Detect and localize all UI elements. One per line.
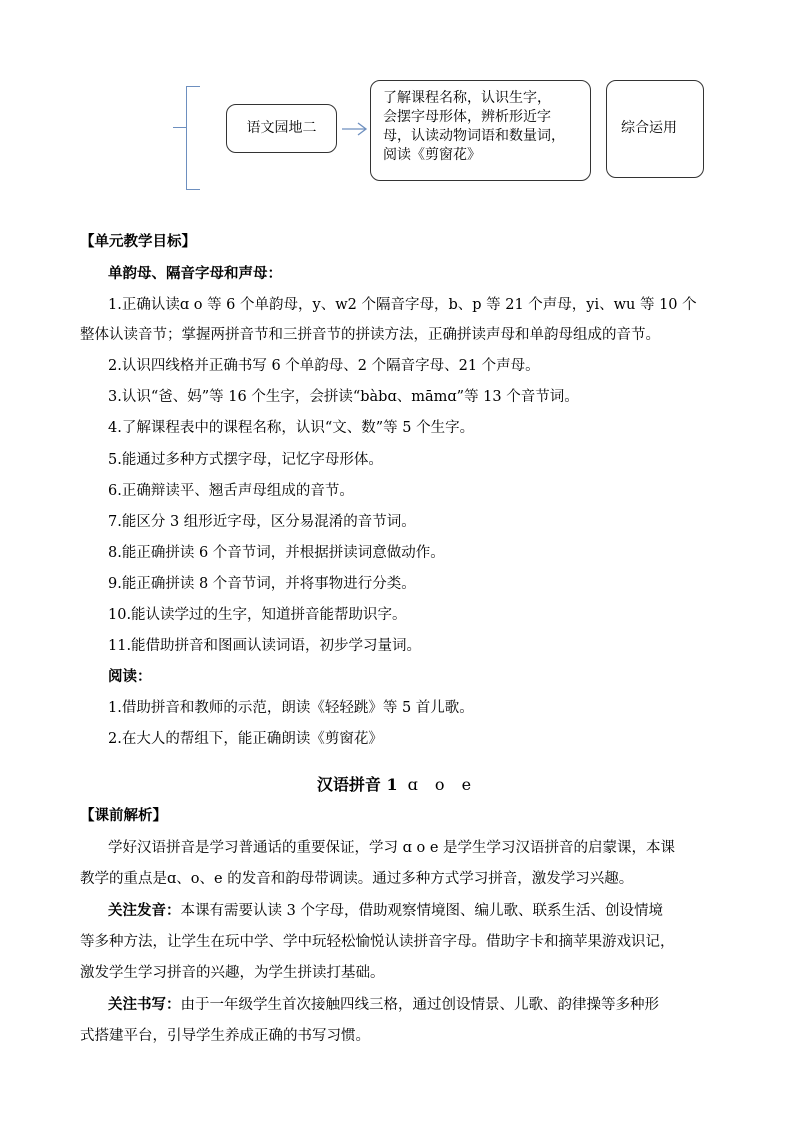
lesson-title-pinyin: ɑ o e	[407, 775, 478, 794]
diagram-content-line: 母，认读动物词语和数量词，	[383, 128, 565, 144]
diagram-content-line: 了解课程名称，认识生字，	[383, 90, 551, 106]
paragraph-text: 由于一年级学生首次接触四线三格，通过创设情景、儿歌、韵律操等多种形	[180, 997, 659, 1013]
goal-item: 2.认识四线格并正确书写 6 个单韵母、2 个隔音字母、21 个声母。	[108, 358, 540, 374]
diagram-box-content	[370, 80, 591, 181]
lesson-title	[0, 772, 794, 795]
goal-item: 3.认识“爸、妈”等 16 个生字，会拼读“bàbɑ、māmɑ”等 13 个音节词。	[108, 389, 579, 405]
unit-structure-diagram	[0, 0, 794, 200]
arrow-right-icon	[342, 121, 368, 137]
paragraph-line	[108, 995, 659, 1015]
bracket-line	[186, 86, 187, 190]
paragraph-line: 学好汉语拼音是学习普通话的重要保证，学习 ɑ o e 是学生学习汉语拼音的启蒙课，本课	[108, 840, 676, 856]
paragraph-line: 式搭建平台，引导学生养成正确的书写习惯。	[80, 1028, 370, 1044]
goal-item: 8.能正确拼读 6 个音节词，并根据拼读词意做动作。	[108, 545, 445, 561]
pronunciation-label: 关注发音：	[108, 902, 181, 919]
paragraph-line: 激发学生学习拼音的兴趣，为学生拼读打基础。	[80, 965, 385, 981]
section-title-analysis: 【课前解析】	[80, 807, 167, 824]
goal-item-continuation: 整体认读音节；掌握两拼音节和三拼音节的拼读方法，正确拼读声母和单韵母组成的音节。	[80, 327, 660, 343]
diagram-content-line: 阅读《剪窗花》	[383, 147, 481, 163]
section-title-unit-goals: 【单元教学目标】	[80, 233, 196, 250]
writing-label: 关注书写：	[108, 996, 181, 1013]
lesson-title-text: 汉语拼音 1	[316, 775, 398, 794]
goal-item: 9.能正确拼读 8 个音节词，并将事物进行分类。	[108, 576, 416, 592]
paragraph-text: 本课有需要认读 3 个字母，借助观察情境图、编儿歌、联系生活、创设情境	[180, 903, 663, 919]
goal-item: 5.能通过多种方式摆字母，记忆字母形体。	[108, 452, 383, 468]
goal-item: 1.正确认读ɑ o 等 6 个单韵母，y、w2 个隔音字母，b、p 等 21 个声母，yi、wu 等 10 个	[108, 297, 697, 313]
bracket-bottom	[186, 189, 200, 190]
subheading-reading: 阅读：	[108, 668, 152, 685]
subheading-finals-initials: 单韵母、隔音字母和声母：	[108, 265, 282, 282]
goal-item: 10.能认读学过的生字，知道拼音能帮助识字。	[108, 607, 407, 623]
paragraph-line	[108, 901, 663, 921]
reading-item: 2.在大人的帮组下，能正确朗读《剪窗花》	[108, 731, 383, 747]
goal-item: 7.能区分 3 组形近字母，区分易混淆的音节词。	[108, 514, 416, 530]
diagram-content-line: 会摆字母形体，辨析形近字	[383, 109, 551, 125]
diagram-box-unit-label: 语文园地二	[246, 120, 317, 136]
bracket-top	[186, 86, 200, 87]
diagram-box-unit	[226, 104, 337, 153]
diagram-box-category-label: 综合运用	[621, 120, 677, 136]
goal-item: 6.正确辩读平、翘舌声母组成的音节。	[108, 483, 354, 499]
goal-item: 4.了解课程表中的课程名称，认识“文、数”等 5 个生字。	[108, 420, 475, 436]
bracket-tick	[173, 127, 187, 128]
goal-item: 11.能借助拼音和图画认读词语，初步学习量词。	[108, 638, 422, 654]
paragraph-line: 教学的重点是ɑ、o、e 的发音和韵母带调读。通过多种方式学习拼音，激发学习兴趣。	[80, 871, 634, 887]
paragraph-line: 等多种方法，让学生在玩中学、学中玩轻松愉悦认读拼音字母。借助字卡和摘苹果游戏识记，	[80, 934, 675, 950]
reading-item: 1.借助拼音和教师的示范，朗读《轻轻跳》等 5 首儿歌。	[108, 700, 474, 716]
diagram-box-category	[606, 80, 704, 178]
